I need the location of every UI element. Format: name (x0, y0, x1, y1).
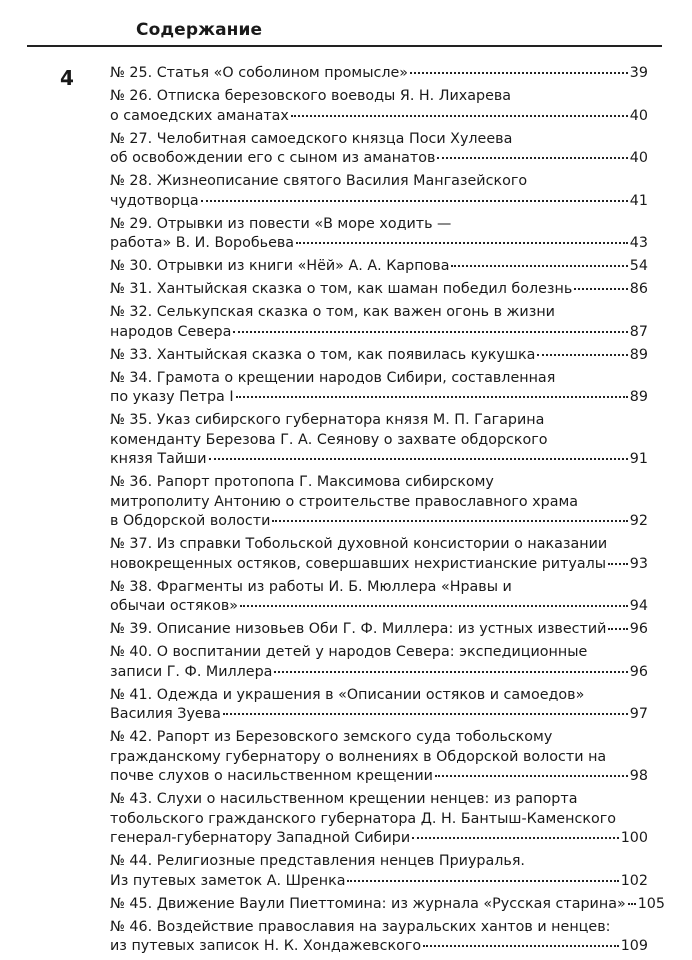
toc-entry-line: № 38. Фрагменты из работы И. Б. Мюллера «Нравы и (110, 578, 512, 595)
dot-leader (423, 945, 619, 947)
toc-entry-line: № 44. Религиозные представления ненцев Приуралья. (110, 853, 525, 869)
toc-entry-line: № 27. Челобитная самоедского князца Поси Хулеева (110, 130, 513, 147)
toc-entry[interactable] (110, 578, 648, 617)
toc-entry-last-line (110, 346, 648, 366)
dot-leader (451, 265, 627, 267)
dot-leader (574, 288, 628, 290)
toc-entry-line: № 28. Жизнеописание святого Василия Мангазейского (110, 173, 528, 189)
toc-entry[interactable] (110, 257, 648, 277)
toc-page-number: 105 (637, 895, 665, 912)
toc-entry[interactable] (110, 852, 648, 891)
toc-entry-line: об освобождении его с сыном из аманатов (110, 150, 436, 166)
toc-entry-last-line (110, 323, 648, 343)
toc-entry-line: записи Г. Ф. Миллера (110, 663, 273, 680)
toc-entry[interactable] (110, 895, 665, 915)
toc-entry-line: № 25. Статья «О соболином промысле» (110, 65, 409, 81)
toc-entry[interactable] (110, 643, 648, 682)
toc-entry-last-line (110, 705, 648, 725)
toc-entry-last-line (110, 64, 648, 84)
toc-entry[interactable] (110, 728, 648, 787)
dot-leader (608, 563, 628, 565)
toc-entry[interactable] (110, 280, 648, 300)
toc-entry-line: № 41. Одежда и украшения в «Описании остяков и самоедов» (110, 686, 585, 703)
toc-entry-last-line (110, 234, 648, 254)
dot-leader (608, 628, 627, 630)
toc-entry-line: из путевых записок Н. К. Хондажевского (110, 938, 422, 954)
toc-entry-last-line (110, 555, 648, 575)
toc-page-number: 109 (620, 938, 648, 954)
dot-leader (435, 775, 628, 777)
toc-entry[interactable] (110, 172, 648, 211)
toc-page-number: 100 (620, 830, 648, 846)
toc-entry-line: № 26. Отписка березовского воеводы Я. Н. Лихарева (110, 88, 512, 104)
dot-leader (437, 157, 627, 159)
toc-entry[interactable] (110, 620, 648, 640)
toc-page-number: 39 (629, 65, 648, 81)
toc-page-number: 96 (629, 663, 648, 680)
toc-entry-line: № 35. Указ сибирского губернатора князя М. П. Гагарина (110, 412, 545, 428)
toc-entry-last-line (110, 767, 648, 787)
toc-entry-last-line (110, 280, 648, 300)
toc-page-number: 41 (629, 192, 648, 209)
toc-entry-line: № 39. Описание низовьев Оби Г. Ф. Миллера: из устных известий (110, 621, 607, 637)
toc-entry-line: митрополиту Антонию о строительстве православного храма (110, 493, 579, 510)
toc-entry-line: народов Севера (110, 323, 232, 340)
dot-leader (412, 837, 619, 839)
toc-entry-line: Из путевых заметок А. Шренка (110, 872, 346, 889)
toc-entry[interactable] (110, 790, 648, 849)
dot-leader (209, 458, 628, 460)
toc-entry-last-line (110, 149, 648, 169)
toc-entry-line: гражданскому губернатору о волнениях в Обдорской волости на (110, 748, 607, 765)
toc-entry-last-line (110, 829, 648, 849)
toc-entry[interactable] (110, 215, 648, 254)
toc-entry-line: № 30. Отрывки из книги «Нёй» А. А. Карпова (110, 258, 450, 274)
toc-page-number: 40 (629, 150, 648, 166)
toc-page-number: 98 (629, 768, 648, 784)
dot-leader (296, 242, 628, 244)
dot-leader (240, 605, 628, 607)
toc-entry-line: Василия Зуева (110, 706, 221, 722)
toc-entry-line: № 33. Хантыйская сказка о том, как появилась кукушка (110, 346, 536, 363)
toc-entry-line: князя Тайши (110, 451, 207, 467)
toc-entry-last-line (110, 895, 665, 915)
toc-entry[interactable] (110, 369, 648, 408)
toc-entry-last-line (110, 192, 648, 212)
dot-leader (201, 200, 628, 202)
toc-entry[interactable] (110, 411, 648, 470)
toc-page-number: 91 (629, 451, 648, 467)
toc-entry-last-line (110, 107, 648, 127)
toc-page-number: 86 (629, 281, 648, 297)
header-rule (27, 45, 662, 47)
dot-leader (272, 520, 627, 522)
toc-entry[interactable] (110, 303, 648, 342)
toc-entry-line: № 46. Воздействие православия на зауральских хантов и ненцев: (110, 918, 611, 935)
toc-entry-line: генерал-губернатору Западной Сибири (110, 830, 411, 846)
toc-entry-last-line (110, 512, 648, 532)
toc-page-number: 54 (629, 258, 648, 274)
toc-entry-line: коменданту Березова Г. А. Сеянову о захвате обдорского (110, 431, 548, 448)
toc-entry[interactable] (110, 130, 648, 169)
toc-entry-line: № 29. Отрывки из повести «В море ходить — (110, 215, 452, 232)
dot-leader (223, 713, 628, 715)
toc-entry-line: № 36. Рапорт протопопа Г. Максимова сибирскому (110, 474, 494, 490)
toc-entry-line: по указу Петра I (110, 389, 234, 405)
toc-page-number: 40 (629, 107, 648, 124)
toc-entry[interactable] (110, 87, 648, 126)
toc-page-number: 102 (620, 872, 648, 889)
toc-entry-line: № 34. Грамота о крещении народов Сибири, составленная (110, 369, 556, 386)
toc-page-number: 93 (629, 555, 648, 572)
toc-entry-last-line (110, 663, 648, 683)
toc-entry-last-line (110, 937, 648, 957)
toc-page-number: 92 (629, 513, 648, 529)
toc-entry-last-line (110, 450, 648, 470)
toc-entry[interactable] (110, 686, 648, 725)
toc-page-number: 97 (629, 706, 648, 722)
toc-entry-line: о самоедских аманатах (110, 107, 289, 124)
page-title: Содержание (136, 20, 263, 40)
toc-page-number: 89 (629, 389, 648, 405)
toc-entry-last-line (110, 597, 648, 617)
toc-page-number: 43 (629, 235, 648, 251)
page-number: 4 (60, 66, 74, 90)
dot-leader (233, 331, 627, 333)
toc-entry-line: № 45. Движение Ваули Пиеттомина: из журнала «Русская старина» (110, 895, 626, 912)
dot-leader (410, 72, 628, 74)
toc-entry[interactable] (110, 918, 648, 957)
toc-entry-last-line (110, 872, 648, 892)
toc-page-number: 96 (629, 621, 648, 637)
toc-entry-line: обычаи остяков» (110, 598, 238, 614)
toc-entry-last-line (110, 388, 648, 408)
toc-entry[interactable] (110, 346, 648, 366)
toc-entry-line: № 43. Слухи о насильственном крещении ненцев: из рапорта (110, 791, 578, 807)
dot-leader (274, 671, 627, 673)
toc-entry-line: № 32. Селькупская сказка о том, как важен огонь в жизни (110, 304, 555, 320)
dot-leader (347, 880, 618, 882)
table-of-contents (110, 64, 665, 960)
toc-entry-line: № 31. Хантыйская сказка о том, как шаман победил болезнь (110, 281, 573, 297)
dot-leader (628, 903, 636, 905)
dot-leader (236, 396, 628, 398)
dot-leader (537, 354, 627, 356)
toc-page-number: 87 (629, 323, 648, 340)
toc-entry-last-line (110, 620, 648, 640)
toc-entry[interactable] (110, 473, 648, 532)
toc-entry-last-line (110, 257, 648, 277)
toc-entry-line: почве слухов о насильственном крещении (110, 768, 433, 784)
toc-page-number: 94 (629, 598, 648, 614)
toc-entry-line: новокрещенных остяков, совершавших нехристианские ритуалы (110, 555, 607, 572)
toc-entry-line: чудотворца (110, 192, 199, 209)
toc-entry-line: № 37. Из справки Тобольской духовной консистории о наказании (110, 536, 608, 552)
toc-entry[interactable] (110, 535, 648, 574)
dot-leader (291, 115, 628, 117)
toc-entry[interactable] (110, 64, 648, 84)
toc-page-number: 89 (629, 346, 648, 363)
toc-entry-line: тобольского гражданского губернатора Д. Н. Бантыш-Каменского (110, 810, 616, 827)
toc-entry-line: в Обдорской волости (110, 513, 271, 529)
toc-entry-line: № 42. Рапорт из Березовского земского суда тобольскому (110, 729, 553, 745)
toc-entry-line: № 40. О воспитании детей у народов Севера: экспедиционные (110, 644, 588, 660)
toc-entry-line: работа» В. И. Воробьева (110, 235, 295, 251)
